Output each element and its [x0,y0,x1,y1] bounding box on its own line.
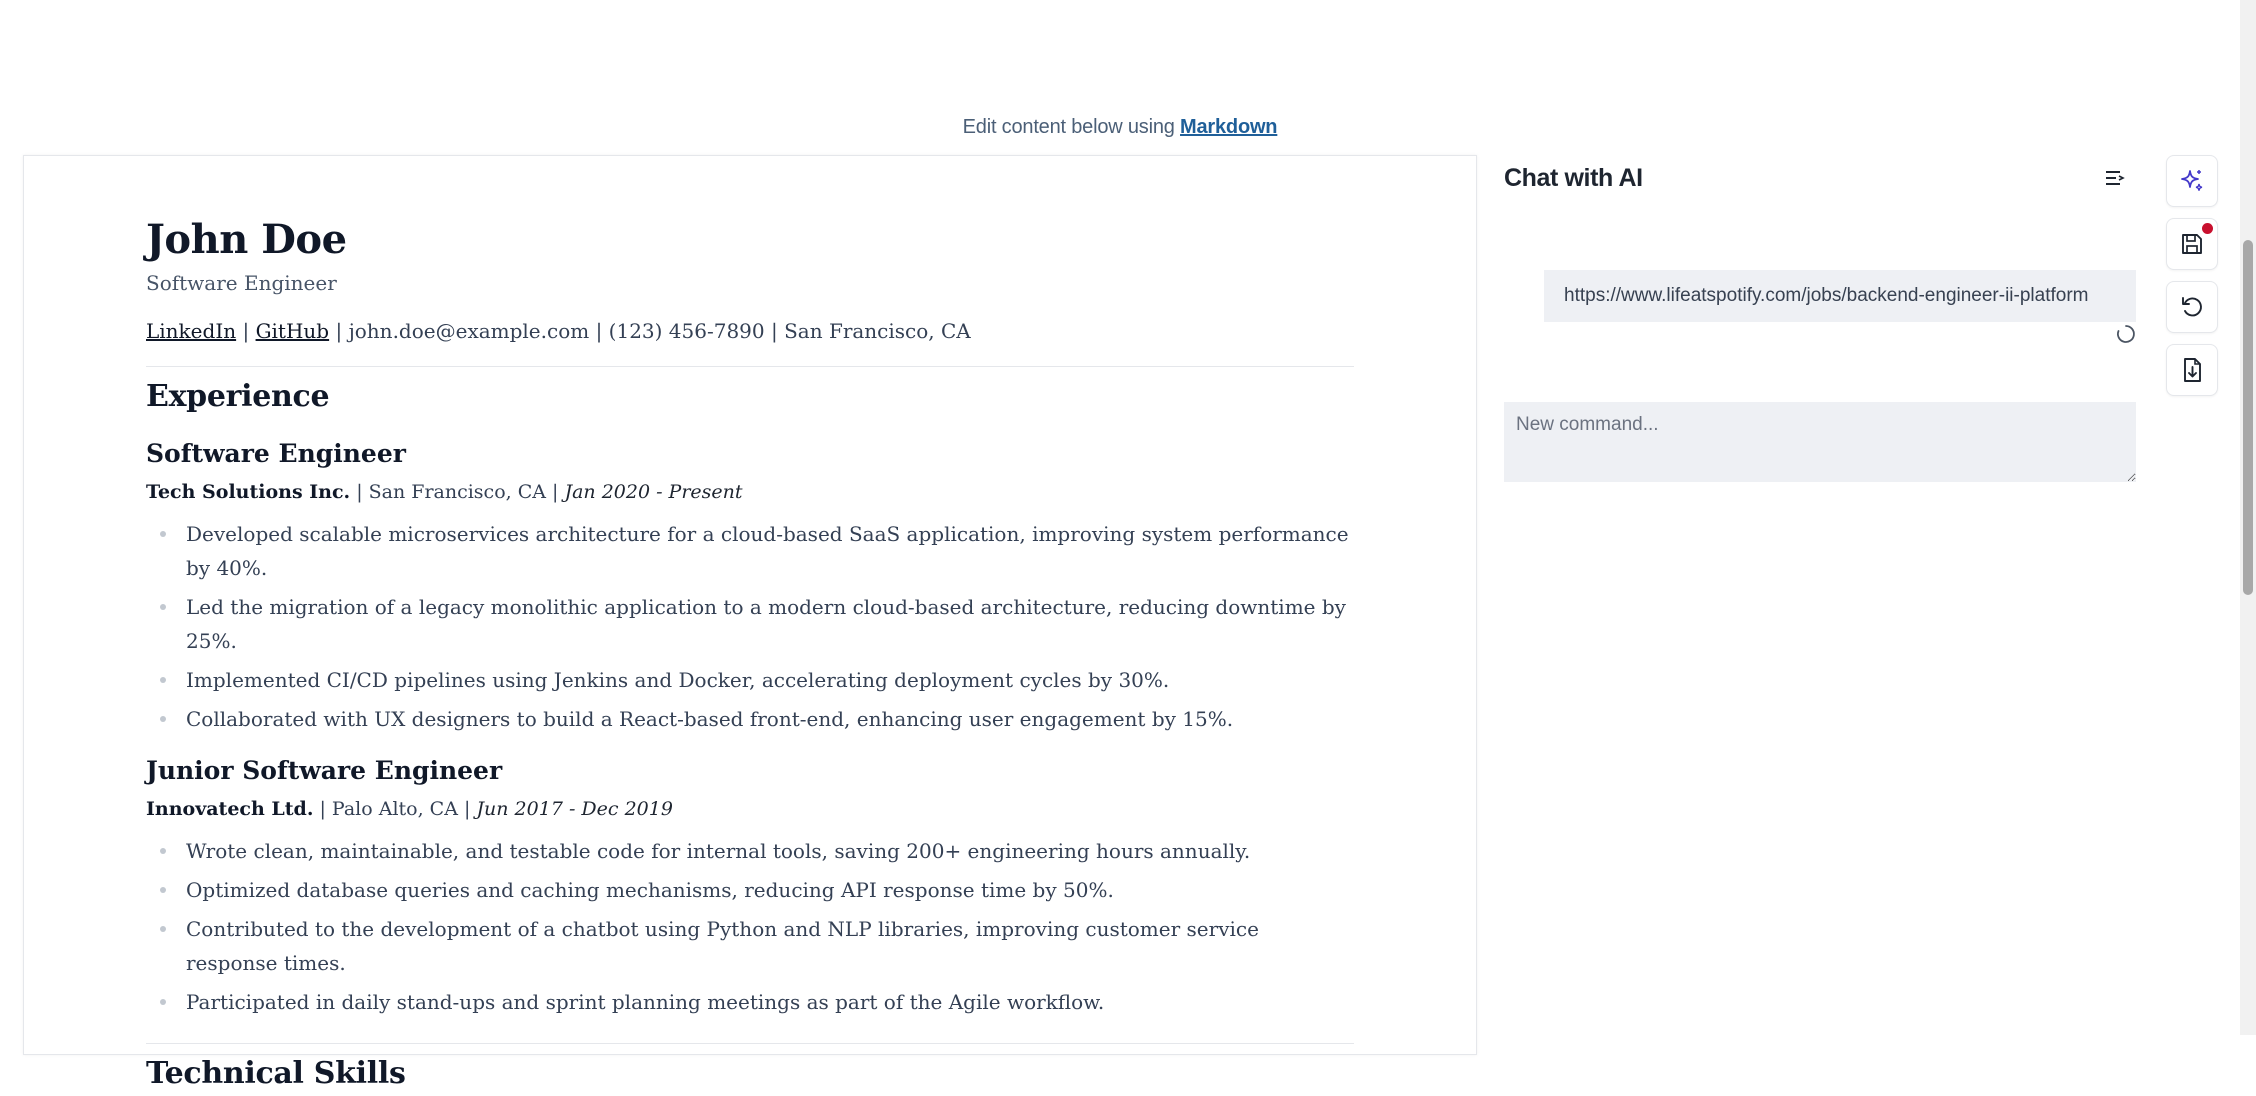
resume-name: John Doe [146,216,347,263]
job-role: Software Engineer [146,439,406,468]
list-item [146,663,1354,697]
bullet-dot [160,999,166,1005]
download-icon [2178,356,2206,384]
bullet-dot [160,604,166,610]
chat-title: Chat with AI [1504,164,1643,192]
bullet-text: Wrote clean, maintainable, and testable code for internal tools, saving 200+ engineering hours annually. [186,839,1251,863]
markdown-link[interactable]: Markdown [1180,116,1278,138]
list-item [146,590,1354,658]
divider [146,1043,1354,1044]
resume-document [146,216,1354,1096]
side-toolbar [2166,155,2218,407]
bullet-dot [160,887,166,893]
bullet-dot [160,926,166,932]
download-button[interactable] [2166,344,2218,396]
page-scrollbar[interactable] [2240,0,2256,1035]
divider [146,366,1354,367]
job-location: | Palo Alto, CA | [313,798,477,820]
bullet-text: Optimized database queries and caching mechanisms, reducing API response time by 50%. [186,878,1114,902]
job-company: Tech Solutions Inc. [146,481,351,503]
bullet-dot [160,677,166,683]
save-icon [2178,230,2206,258]
job-bullets [146,517,1354,736]
contact-line [146,316,1354,346]
job-bullets [146,834,1354,1019]
contact-separator: | [236,319,256,343]
command-input[interactable] [1504,402,2136,482]
reset-icon [2178,293,2206,321]
collapse-menu-glyph [2104,168,2126,188]
collapse-menu-icon[interactable] [2104,168,2126,188]
edit-hint [0,116,2240,139]
list-item [146,702,1354,736]
job-role: Junior Software Engineer [146,756,503,785]
scrollbar-thumb[interactable] [2243,240,2253,595]
sparkle-icon [2178,167,2206,195]
skills-heading: Technical Skills [146,1056,406,1091]
job-company: Innovatech Ltd. [146,798,314,820]
bullet-dot [160,848,166,854]
save-button[interactable] [2166,218,2218,270]
bullet-text: Led the migration of a legacy monolithic application to a modern cloud-based architecture, reducing downtime by 25%. [186,595,1346,653]
bullet-text: Collaborated with UX designers to build a React-based front-end, enhancing user engagement by 15%. [186,707,1234,731]
list-item [146,985,1354,1019]
resume-editor[interactable] [23,155,1477,1091]
contact-details: | john.doe@example.com | (123) 456-7890 | San Francisco, CA [329,319,971,343]
edit-hint-text: Edit content below using [962,116,1181,138]
job-location: | San Francisco, CA | [350,481,565,503]
list-item [146,912,1354,980]
linkedin-link[interactable]: LinkedIn [146,319,237,343]
bullet-text: Contributed to the development of a chatbot using Python and NLP libraries, improving customer service response times. [186,917,1259,975]
chat-panel [1504,160,2136,306]
job-meta [146,477,1354,507]
github-link[interactable]: GitHub [255,319,330,343]
unsaved-badge [2202,223,2213,234]
experience-heading: Experience [146,379,330,414]
reset-button[interactable] [2166,281,2218,333]
list-item [146,873,1354,907]
bullet-dot [160,531,166,537]
loading-spinner-icon [2116,324,2136,344]
job-meta [146,794,1354,824]
bullet-text: Participated in daily stand-ups and sprint planning meetings as part of the Agile workflow. [186,990,1105,1014]
bullet-text: Developed scalable microservices architecture for a cloud-based SaaS application, improving system performance by 40%. [186,522,1349,580]
bullet-dot [160,716,166,722]
chat-message: https://www.lifeatspotify.com/jobs/backend-engineer-ii-platform [1544,270,2136,322]
bullet-text: Implemented CI/CD pipelines using Jenkins and Docker, accelerating deployment cycles by 30%. [186,668,1170,692]
list-item [146,834,1354,868]
job-dates: Jan 2020 - Present [564,481,743,503]
resume-title: Software Engineer [146,271,337,295]
job-dates: Jun 2017 - Dec 2019 [476,798,673,820]
ai-assist-button[interactable] [2166,155,2218,207]
list-item [146,517,1354,585]
